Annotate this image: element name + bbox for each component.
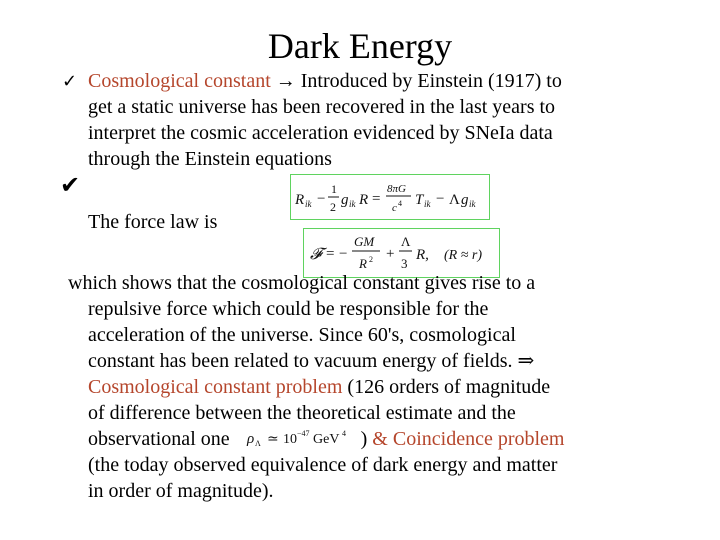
bullet1-line3: interpret the cosmic acceleration evidenced by SNeIa data bbox=[88, 122, 553, 144]
eq-half-den: 2 bbox=[330, 200, 336, 214]
eq-coef-num: 8πG bbox=[387, 183, 406, 195]
paragraph-line1: which shows that the cosmological constant gives rise to a bbox=[68, 272, 536, 294]
force-minus: − bbox=[339, 246, 348, 262]
force-equals: = bbox=[326, 246, 335, 262]
force-F: 𝓕 bbox=[310, 246, 322, 263]
vacuum-approx: ≃ bbox=[266, 432, 279, 448]
vacuum-rho: ρ bbox=[246, 431, 254, 448]
vacuum-value-exp: −47 bbox=[296, 429, 310, 439]
paragraph-line5 bbox=[88, 374, 564, 400]
force-plus: + bbox=[386, 246, 395, 262]
force-lambda-num: Λ bbox=[401, 234, 411, 249]
eq-g2-sub: ik bbox=[469, 199, 476, 209]
eq-minus2: − bbox=[436, 191, 445, 207]
eq-T-sub: ik bbox=[424, 199, 431, 209]
slide-title: Dark Energy bbox=[267, 26, 453, 66]
einstein-equation-formula bbox=[290, 174, 490, 220]
eq-equals: = bbox=[372, 191, 381, 207]
eq-g2: g bbox=[461, 192, 469, 208]
paragraph-line8: (the today observed equivalence of dark energy and matter bbox=[88, 454, 558, 476]
eq-T: T bbox=[415, 192, 424, 208]
eq-g: g bbox=[341, 192, 349, 208]
paragraph-line7 bbox=[88, 426, 564, 452]
bullet1-line4: through the Einstein equations bbox=[88, 148, 332, 170]
ampersand: & bbox=[372, 428, 388, 450]
paragraph-line4 bbox=[88, 348, 564, 374]
force-gm-den: R bbox=[359, 256, 367, 271]
paragraph-line7-text: observational one bbox=[88, 428, 230, 450]
eq-half-num: 1 bbox=[331, 182, 337, 196]
eq-coef-den-exp: 4 bbox=[398, 199, 402, 208]
right-arrow-icon: → bbox=[275, 70, 296, 92]
force-paren: (R ≈ r) bbox=[444, 248, 483, 263]
bullet-cosmological-constant bbox=[88, 68, 562, 172]
bullet1-line1 bbox=[88, 68, 562, 94]
coincidence-problem-highlight: Coincidence problem bbox=[392, 428, 565, 450]
heavy-check-icon: ✔ bbox=[60, 171, 81, 199]
force-R: R, bbox=[416, 247, 429, 263]
vacuum-unit-exp: 4 bbox=[341, 429, 346, 439]
cosmological-constant-problem-highlight: Cosmological constant problem bbox=[88, 376, 343, 398]
paragraph-line2: repulsive force which could be responsible for the bbox=[88, 298, 489, 320]
bullet1-line2: get a static universe has been recovered in the last years to bbox=[88, 96, 556, 118]
paragraph-line5-text: (126 orders of magnitude bbox=[342, 376, 551, 398]
paragraph-body bbox=[88, 296, 564, 504]
force-gm-den-exp: 2 bbox=[369, 255, 373, 264]
bullet1-text: Introduced by Einstein (1917) to bbox=[300, 70, 562, 92]
eq-g-sub: ik bbox=[349, 199, 356, 209]
cosmological-constant-highlight: Cosmological constant bbox=[88, 70, 271, 92]
force-lambda-den: 3 bbox=[401, 256, 408, 271]
paragraph-line6: of difference between the theoretical estimate and the bbox=[88, 402, 516, 424]
vacuum-rho-sub: Λ bbox=[254, 439, 261, 449]
paragraph-line4-text: constant has been related to vacuum energy of fields. bbox=[88, 350, 513, 372]
eq-R2: R bbox=[359, 192, 369, 208]
implies-arrow-icon: ⇒ bbox=[517, 350, 535, 372]
eq-R-sub: ik bbox=[305, 199, 312, 209]
paragraph-line9: in order of magnitude). bbox=[88, 480, 274, 502]
force-law-label: The force law is bbox=[88, 211, 218, 233]
vacuum-unit: GeV bbox=[312, 432, 340, 448]
eq-R: R bbox=[295, 192, 305, 208]
vacuum-value: 10 bbox=[282, 432, 297, 448]
force-gm-num: GM bbox=[354, 234, 375, 249]
paragraph-line3: acceleration of the universe. Since 60's, cosmological bbox=[88, 324, 516, 346]
vacuum-energy-formula bbox=[235, 427, 361, 449]
eq-lambda: Λ bbox=[449, 192, 460, 208]
checkmark-icon: ✓ bbox=[62, 71, 78, 92]
eq-coef-den: c bbox=[392, 202, 397, 214]
paragraph-line7-close: ) bbox=[360, 428, 368, 450]
eq-minus: − bbox=[317, 191, 326, 207]
